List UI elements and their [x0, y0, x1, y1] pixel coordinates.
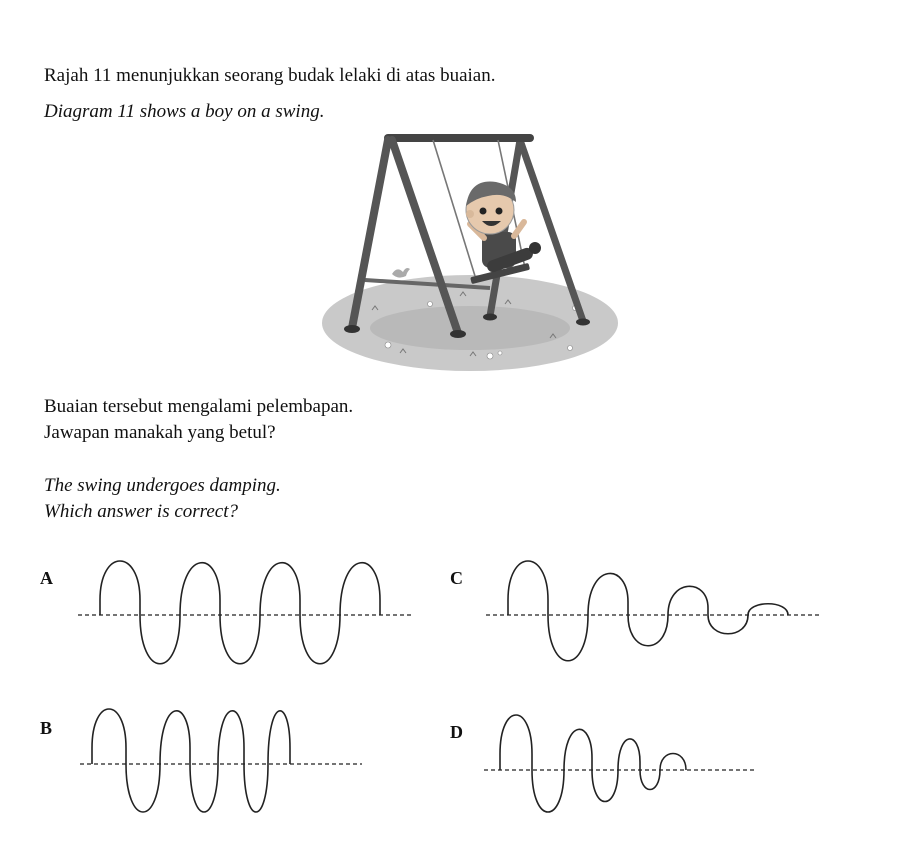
option-d-letter[interactable]: D — [450, 722, 463, 742]
intro-malay: Rajah 11 menunjukkan seorang budak lelaki di atas buaian. — [44, 65, 496, 86]
stem-malay-line-2: Jawapan manakah yang betul? — [44, 422, 276, 443]
option-c-letter[interactable]: C — [450, 568, 463, 588]
option-a-letter[interactable]: A — [40, 568, 53, 588]
stem-english-line-1: The swing undergoes damping. — [44, 475, 281, 496]
stem-malay-line-1: Buaian tersebut mengalami pelembapan. — [44, 396, 354, 417]
stem-english-line-2: Which answer is correct? — [44, 501, 239, 522]
option-b-letter[interactable]: B — [40, 718, 53, 738]
intro-english: Diagram 11 shows a boy on a swing. — [44, 101, 325, 122]
